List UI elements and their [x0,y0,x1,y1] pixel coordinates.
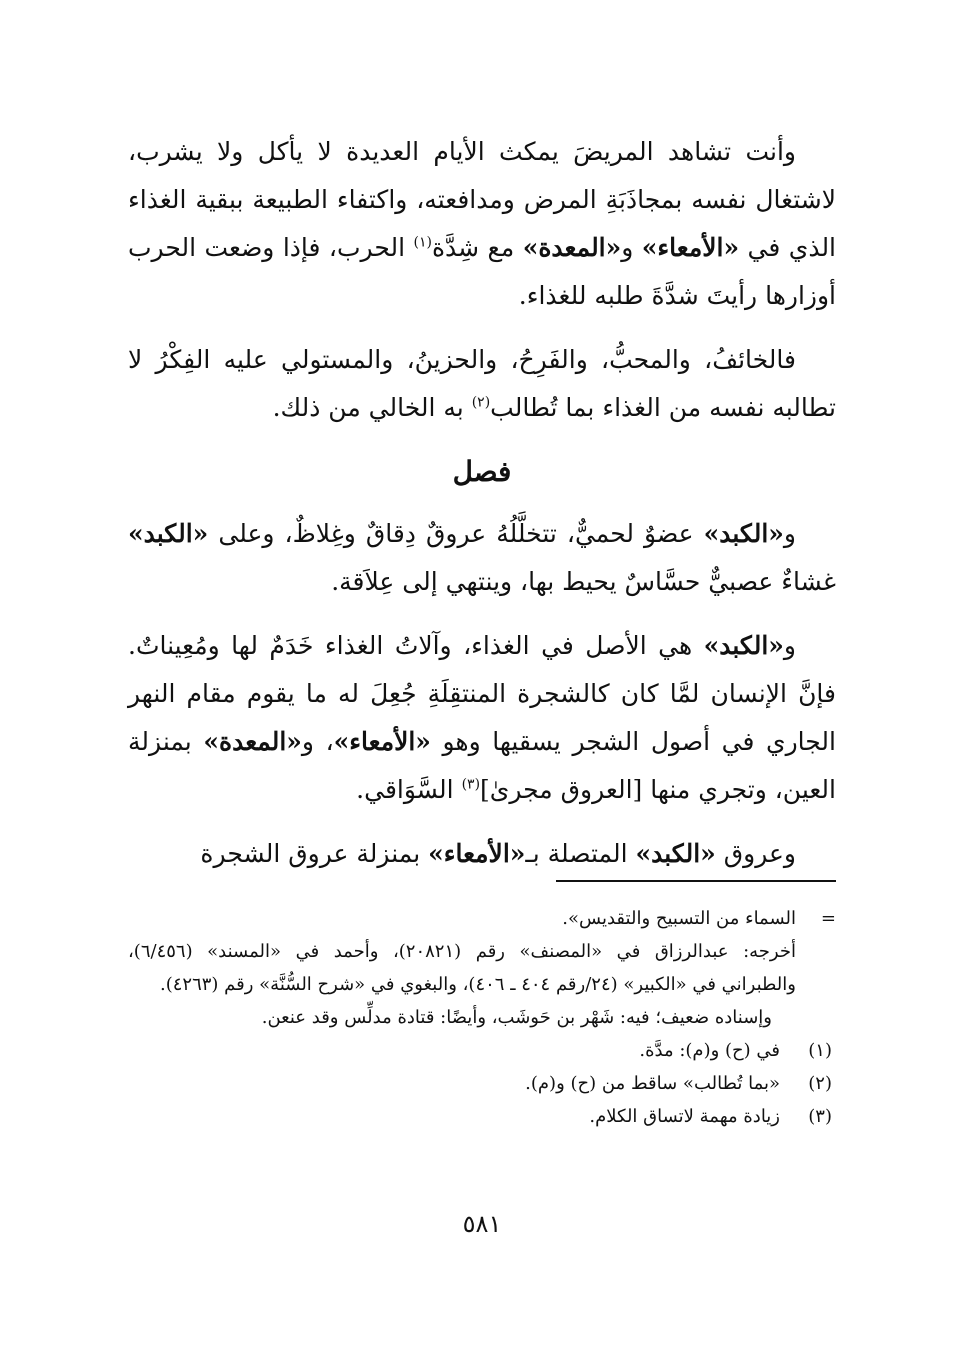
footnote-ref: (٣) [461,776,481,793]
paragraph-5 [128,830,836,878]
text-run: فالخائفُ، والمحبُّ، والفَرِحُ، والحزينُ، والمستولي عليه الفِكْرُ لا تطالبه نفسه من الغذاء بما تُطالب [128,345,836,422]
footnote-number: (٢) [808,1073,832,1094]
footnote-2 [128,1067,836,1100]
text-run: عضوٌ لحميٌّ، تتخلَّلُهُ عروقٌ دِقاقٌ وغِلاظٌ، وعلى [208,519,704,548]
bold-term: «الكبد» [703,519,784,548]
text-run: المتصلة بـ [525,839,636,868]
bold-term: «المعدة» [522,233,622,262]
footnote-text: «بما تُطالب» ساقط من (ح) و(م). [525,1073,780,1094]
bold-term: «الكبد» [703,631,784,660]
text-run: و [783,519,796,548]
bold-term: «الأمعاء» [641,233,740,262]
page-number: ٥٨١ [462,1210,502,1238]
footnote-1 [128,1034,836,1067]
text-run: بمنزلة العين، وتجري منها [العروق مجرىٰ] [128,727,836,804]
text-run: هي الأصل في الغذاء، وآلاتُ الغذاء خَدَمٌ لها ومُعِيناتٌ. فإنَّ الإنسان لمَّا كان كالشجرة المنتقِلَةِ جُعِلَ له ما يقوم مقام النهر الجاري في أصول الشجر يسقيها وهو [128,631,836,756]
text-run: مع شِدَّة [431,233,523,262]
text-run: وعروق [715,839,796,868]
continuation-mark: = [820,908,836,929]
continuation-line: أخرجه: عبدالرزاق في «المصنف» رقم (٢٠٨٢١)، وأحمد في «المسند» (٦/٤٥٦)، والطبراني في «الكبير» (٢٤/رقم ٤٠٤ ـ ٤٠٦)، والبغوي في «شرح السُّنَّة» رقم (٤٢٦٣). [128,941,796,995]
text-run: الحرب، فإذا وضعت الحرب أوزارها رأيتَ شدَّةَ طلبه للغذاء. [128,233,836,310]
footnote-continuation [128,902,836,1034]
paragraph-1 [128,128,836,320]
isnad-line: وإسناده ضعيف؛ فيه: شَهْر بن حَوشَب، وأيضًا: قتادة مدلِّس وقد عنعن. [261,1007,772,1028]
bold-term: «الكبد» [635,839,716,868]
paragraph-4 [128,622,836,814]
text-run: ، و [301,727,334,756]
footnote-ref: (١) [413,234,432,251]
bold-term: «الكبد» [128,519,209,548]
bold-term: «الأمعاء» [333,727,431,756]
footnote-text: زيادة مهمة لاتساق الكلام. [589,1106,780,1127]
footnote-number: (٣) [808,1106,832,1127]
text-run: السَّوَاقي. [356,775,462,804]
footnote-separator [556,880,836,882]
text-run: و [621,233,642,262]
footnotes [128,902,836,1133]
footnote-text: في (ح) و(م): مدَّة. [639,1040,780,1061]
text-run: وأنت تشاهد المريضَ يمكث الأيام العديدة لا يأكل ولا يشرب، لاشتغال نفسه بمجاذَبَةِ المرض ومدافعته، واكتفاء الطبيعة ببقية الغذاء الذي في [128,137,837,262]
continuation-line: السماء من التسبيح والتقديس». [562,908,796,929]
footnote-ref: (٢) [471,394,491,411]
bold-term: «الأمعاء» [428,839,526,868]
bold-term: «المعدة» [203,727,302,756]
paragraph-3 [128,510,836,606]
main-text [128,128,836,894]
text-run: به الخالي من ذلك. [272,393,472,422]
text-run: و [783,631,796,660]
footnote-3 [128,1100,836,1133]
text-run: غشاءٌ عصبيٌّ حسَّاسٌ يحيط بها، وينتهي إلى عِلاَقة. [331,567,836,596]
footnote-number: (١) [808,1040,832,1061]
text-run: بمنزلة عروق الشجرة [200,839,429,868]
paragraph-2 [128,336,836,432]
section-heading: فصل [452,455,512,488]
